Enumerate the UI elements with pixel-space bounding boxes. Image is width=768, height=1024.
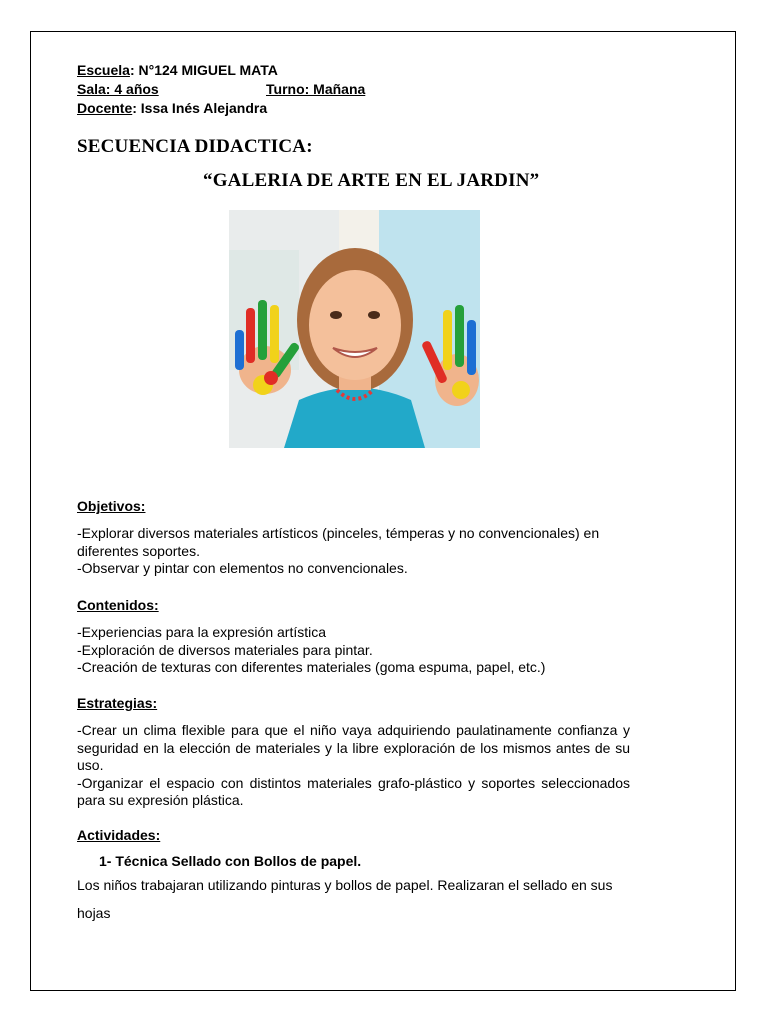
contents-section (77, 596, 630, 677)
objectives-heading: Objetivos: (77, 498, 146, 514)
objective-line: -Explorar diversos materiales artísticos (pinceles, témperas y no convencionales) en diferentes soportes. (77, 525, 600, 559)
strategy-line: -Organizar el espacio con distintos materiales grafo-plástico y soportes seleccionados para su expresión plástica. (77, 774, 630, 808)
strategy-line: -Crear un clima flexible para que el niño vaya adquiriendo paulatinamente confianza y seguridad en la elección de materiales y la libre exploración de los mismos antes de su uso. (77, 722, 630, 773)
activity-description: Los niños trabajaran utilizando pinturas y bollos de papel. Realizaran el sellado en sus hojas (77, 877, 613, 921)
objectives-section (77, 497, 630, 578)
sala-text: Sala: 4 años (77, 81, 159, 97)
strategies-section (77, 694, 630, 810)
objective-line: -Observar y pintar con elementos no convencionales. (77, 560, 408, 576)
document-title: SECUENCIA DIDACTICA: (77, 136, 313, 157)
activities-heading: Actividades: (77, 827, 161, 843)
school-label: Escuela (77, 62, 130, 78)
contents-heading: Contenidos: (77, 597, 159, 613)
turno-text: Turno: Mañana (266, 81, 366, 97)
strategies-heading: Estrategias: (77, 695, 158, 711)
content-line: -Exploración de diversos materiales para pintar. (77, 641, 373, 658)
content-line: -Creación de texturas con diferentes materiales (goma espuma, papel, etc.) (77, 659, 546, 675)
teacher-label: Docente (77, 100, 133, 116)
class-line (77, 80, 630, 99)
school-line (77, 61, 630, 80)
activity-item: 1- Técnica Sellado con Bollos de papel. (99, 853, 362, 869)
activities-section (77, 826, 630, 927)
child-painted-hands-photo (229, 210, 480, 448)
teacher-line (77, 99, 630, 118)
contents-text (77, 624, 630, 677)
content-line: -Experiencias para la expresión artística (77, 624, 327, 640)
objectives-text (77, 525, 630, 578)
strategies-text (77, 722, 630, 810)
document-subtitle: “GALERIA DE ARTE EN EL JARDIN” (203, 170, 540, 191)
document-header (77, 61, 630, 192)
school-value: : N°124 MIGUEL MATA (129, 62, 278, 78)
teacher-value: : Issa Inés Alejandra (132, 100, 268, 116)
